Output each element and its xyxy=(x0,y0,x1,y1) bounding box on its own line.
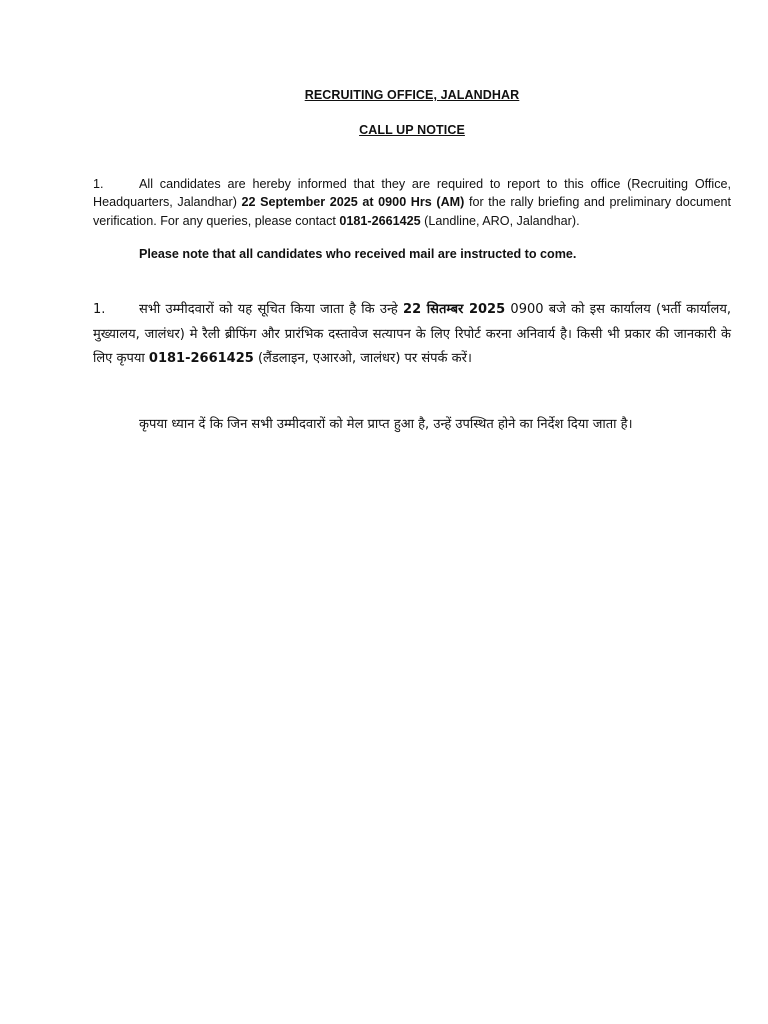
hindi-phone: 0181-2661425 xyxy=(148,351,254,366)
english-note: Please note that all candidates who received mail are instructed to come. xyxy=(139,247,577,261)
english-phone-suffix: (Landline, ARO, Jalandhar). xyxy=(424,213,580,228)
english-text-part2: for the rally briefing and preliminary document verification. For any queries, please contact xyxy=(93,195,732,228)
hindi-note xyxy=(93,413,731,438)
english-date-time: 22 September 2025 at 0900 Hrs (AM) xyxy=(241,195,465,210)
hindi-note-text: कृपया ध्यान दें कि जिन सभी उम्मीदवारों को मेल प्राप्त हुआ है, उन्हें उपस्थित होने का निर्देश दिया जाता है। xyxy=(139,417,633,432)
office-heading: RECRUITING OFFICE, JALANDHAR xyxy=(304,88,520,102)
paragraph-number: 1. xyxy=(93,177,104,191)
hindi-paragraph-number: 1. xyxy=(93,302,106,317)
hindi-phone-suffix: (लैंडलाइन, एआरओ, जालंधर) पर संपर्क करें। xyxy=(257,351,472,366)
english-text-part1: All candidates are hereby informed that they are required to report to this office (Recruiting Office, Headquarters, Jalandhar) xyxy=(93,177,731,210)
hindi-date: 22 सितम्बर 2025 xyxy=(403,302,506,317)
hindi-paragraph xyxy=(93,298,731,372)
english-phone: 0181-2661425 xyxy=(339,213,421,228)
hindi-text-part1: सभी उम्मीदवारों को यह सूचित किया जाता है कि उन्हे xyxy=(139,302,398,317)
english-paragraph xyxy=(93,175,731,230)
hindi-text-part2: 0900 बजे को इस कार्यालय (भर्ती कार्यालय, मुख्यालय, जालंधर) मे रैली ब्रीफिंग और प्रारंभिक दस्तावेज सत्यापन के लिए रिपोर्ट करना अनिवार्य है। किसी भी प्रकार की जानकारी के लिए कृपया xyxy=(93,302,731,366)
notice-heading: CALL UP NOTICE xyxy=(359,123,465,137)
